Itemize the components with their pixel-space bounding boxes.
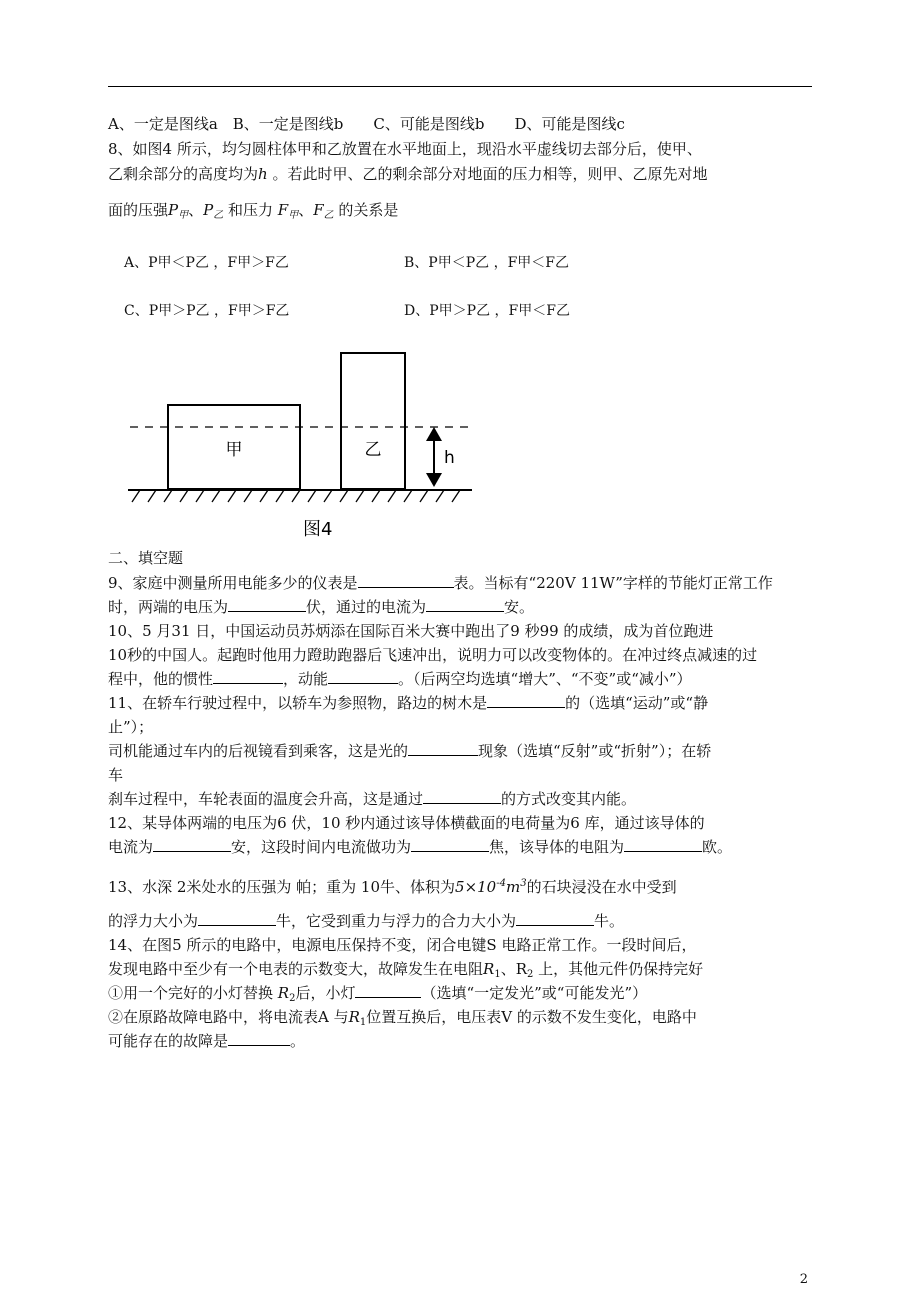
q10-line-3: 程中，他的惯性 ，动能 。（后两空均选填“增大”、“不变”或“减小”）	[108, 670, 692, 688]
blank[interactable]	[408, 741, 478, 756]
q14-line-3: ①用一个完好的小灯替换 $R_2$后，小灯 （选填“一定发光”或“可能发光”）	[108, 984, 648, 1004]
q14-line-5: 可能存在的故障是 。	[108, 1032, 306, 1050]
blank[interactable]	[487, 693, 565, 708]
blank[interactable]	[228, 597, 306, 612]
q8-option-a: A、P甲＜P乙 ，F甲＞F乙	[124, 255, 289, 271]
q8-option-d: D、P甲＞P乙 ，F甲＜F乙	[404, 303, 570, 319]
q13-line-2: 的浮力大小为 牛，它受到重力与浮力的合力大小为 牛。	[108, 912, 625, 930]
blank[interactable]	[153, 837, 231, 852]
q11-line-1: 11、在轿车行驶过程中，以轿车为参照物，路边的树木是 的（选填“运动”或“静	[108, 694, 709, 712]
q11-line-5: 刹车过程中，车轮表面的温度会升高，这是通过 的方式改变其内能。	[108, 790, 637, 808]
blank[interactable]	[213, 669, 283, 684]
ground-hatch	[132, 490, 460, 502]
q12-line-2: 电流为 安，这段时间内电流做功为 焦，该导体的电阻为 欧。	[108, 838, 733, 856]
label-h: h	[444, 448, 455, 468]
q9-line-2: 时，两端的电压为 伏，通过的电流为 安。	[108, 598, 535, 616]
page-number: 2	[799, 1272, 808, 1287]
blank[interactable]	[516, 911, 594, 926]
q8-line-3: 面的压强$P_甲$、$P_乙$ 和压力 $F_甲$、$F_乙$ 的关系是	[108, 201, 399, 221]
arrow-up-icon	[426, 427, 442, 441]
q9-line-1: 9、家庭中测量所用电能多少的仪表是 表。当标有“220V 11W”字样的节能灯正常工作	[108, 574, 773, 592]
blank[interactable]	[355, 983, 421, 998]
label-yi: 乙	[364, 440, 382, 460]
q11-line-2: 止”）；	[108, 718, 154, 736]
figure-caption: 图4	[303, 519, 333, 540]
q11-line-4: 车	[108, 766, 124, 784]
blank[interactable]	[426, 597, 504, 612]
q8-line-1: 8、如图4 所示，均匀圆柱体甲和乙放置在水平地面上，现沿水平虚线切去部分后，使甲、	[108, 140, 702, 158]
blank[interactable]	[328, 669, 398, 684]
q8-option-b: B、P甲＜P乙 ，F甲＜F乙	[404, 255, 570, 271]
q10-line-1: 10、5 月31 日，中国运动员苏炳添在国际百米大赛中跑出了9 秒99 的成绩，成为首位跑进	[108, 622, 714, 640]
blank[interactable]	[624, 837, 702, 852]
blank[interactable]	[198, 911, 276, 926]
q10-line-2: 10秒的中国人。起跑时他用力蹬助跑器后飞速冲出，说明力可以改变物体的。在冲过终点减速的过	[108, 646, 758, 664]
q14-line-4: ②在原路故障电路中，将电流表A 与$R_1$位置互换后，电压表V 的示数不发生变化，电路中	[108, 1008, 697, 1028]
q8-line-2: 乙剩余部分的高度均为h 。若此时甲、乙的剩余部分对地面的压力相等，则甲、乙原先对地	[108, 165, 708, 183]
blank[interactable]	[423, 789, 501, 804]
q13-line-1: 13、水深 2米处水的压强为 帕；重为 10牛、体积为$5\times 10^{-4}m^3$的石块浸没在水中受到	[108, 878, 677, 896]
q12-line-1: 12、某导体两端的电压为6 伏，10 秒内通过该导体横截面的电荷量为6 库，通过该导体的	[108, 814, 705, 832]
q14-line-1: 14、在图5 所示的电路中，电源电压保持不变，闭合电键S 电路正常工作。一段时间后，	[108, 936, 697, 954]
header-rule	[108, 86, 812, 87]
q8-option-c: C、P甲＞P乙 ，F甲＞F乙	[124, 303, 290, 319]
blank[interactable]	[228, 1031, 290, 1046]
q11-line-3: 司机能通过车内的后视镜看到乘客，这是光的 现象（选填“反射”或“折射”）；在轿	[108, 742, 712, 760]
figure-4	[120, 345, 480, 545]
q7-options: A、一定是图线a B、一定是图线b C、可能是图线b D、可能是图线c	[108, 115, 625, 133]
q14-line-2: 发现电路中至少有一个电表的示数变大，故障发生在电阻$R_1$、$R_2$ 上，其他元件仍保持完好	[108, 960, 704, 980]
label-jia: 甲	[225, 440, 243, 460]
blank[interactable]	[411, 837, 489, 852]
blank[interactable]	[358, 573, 454, 588]
cylinder-yi	[341, 353, 405, 489]
section-2-title: 二、填空题	[108, 549, 184, 567]
arrow-down-icon	[426, 473, 442, 487]
